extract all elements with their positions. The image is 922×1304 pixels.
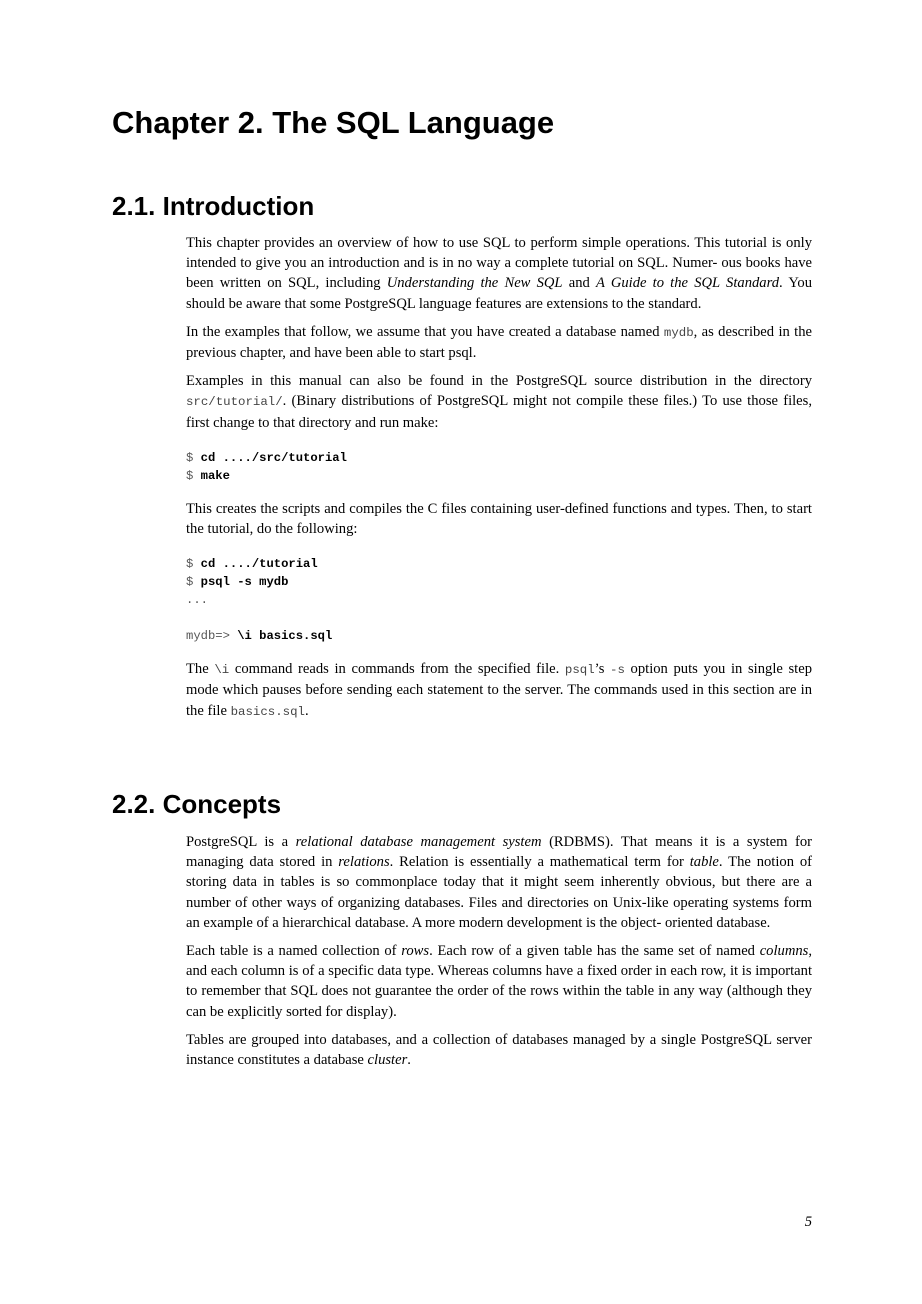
section-body-introduction	[186, 233, 812, 730]
paragraph: This chapter provides an overview of how to use SQL to perform simple operations. This tutorial is only intended to give you an introduction and is in no way a complete tutorial on SQL. Numer- ous books have been written on SQL, including Understanding the New SQL and A Guide to the SQL Standard. You should be aware that some PostgreSQL language features are extensions to the standard.	[186, 235, 812, 312]
paragraph: Examples in this manual can also be found in the PostgreSQL source distribution in the directory src/tutorial/. (Binary distributions of PostgreSQL might not compile these files.) To use those files, first change to that directory and run make:	[186, 373, 812, 431]
code-block: $ cd ..../tutorial $ psql -s mydb ... mydb=> \i basics.sql	[186, 557, 333, 644]
code-block: $ cd ..../src/tutorial $ make	[186, 450, 347, 483]
chapter-title: Chapter 2. The SQL Language	[112, 105, 555, 140]
paragraph: PostgreSQL is a relational database management system (RDBMS). That means it is a system for managing data stored in relations. Relation is essentially a mathematical term for table. The notion of storing data in tables is so commonplace today that it might seem inherently obvious, but there are a number of other ways of organizing databases. Files and directories on Unix-like operating systems form an example of a hierarchical database. A more modern development is the object- oriented database.	[186, 834, 813, 931]
inline-code: mydb	[663, 325, 694, 340]
inline-code: psql	[564, 663, 595, 678]
emphasis: cluster	[367, 1052, 408, 1069]
inline-code: basics.sql	[230, 704, 305, 719]
page-number: 5	[804, 1214, 812, 1230]
paragraph: Each table is a named collection of rows. Each row of a given table has the same set of named columns, and each column is of a specific data type. Whereas columns have a fixed order in each row, it is important to remember that SQL does not guarantee the order of the rows within the table in any way (although they can be explicitly sorted for display).	[186, 943, 812, 1020]
inline-code: -s	[610, 663, 625, 678]
paragraph: This creates the scripts and compiles the C files containing user-defined functions and types. Then, to start the tutorial, do the following:	[186, 500, 812, 538]
inline-code: src/tutorial/	[186, 395, 283, 410]
emphasis: relations	[338, 854, 390, 871]
book-title: Understanding the New SQL	[386, 275, 563, 292]
book-title: A Guide to the SQL Standard	[595, 275, 780, 292]
paragraph: Tables are grouped into databases, and a collection of databases managed by a single PostgreSQL server instance constitutes a database cluster.	[186, 1031, 812, 1069]
emphasis: relational database management system	[295, 834, 542, 850]
inline-code: \i	[214, 663, 230, 678]
emphasis: columns	[759, 943, 809, 960]
emphasis: table	[689, 854, 719, 871]
paragraph: The \i command reads in commands from the specified file. psql’s -s option puts you in single step mode which pauses before sending each statement to the server. The commands used in this section are in the file basics.sql.	[186, 661, 812, 719]
section-heading-introduction: 2.1. Introduction	[112, 191, 315, 221]
section-body-concepts	[186, 832, 812, 1078]
emphasis: rows	[401, 943, 430, 960]
section-heading-concepts: 2.2. Concepts	[112, 789, 282, 819]
paragraph: In the examples that follow, we assume that you have created a database named mydb, as described in the previous chapter, and have been able to start psql.	[186, 323, 812, 362]
